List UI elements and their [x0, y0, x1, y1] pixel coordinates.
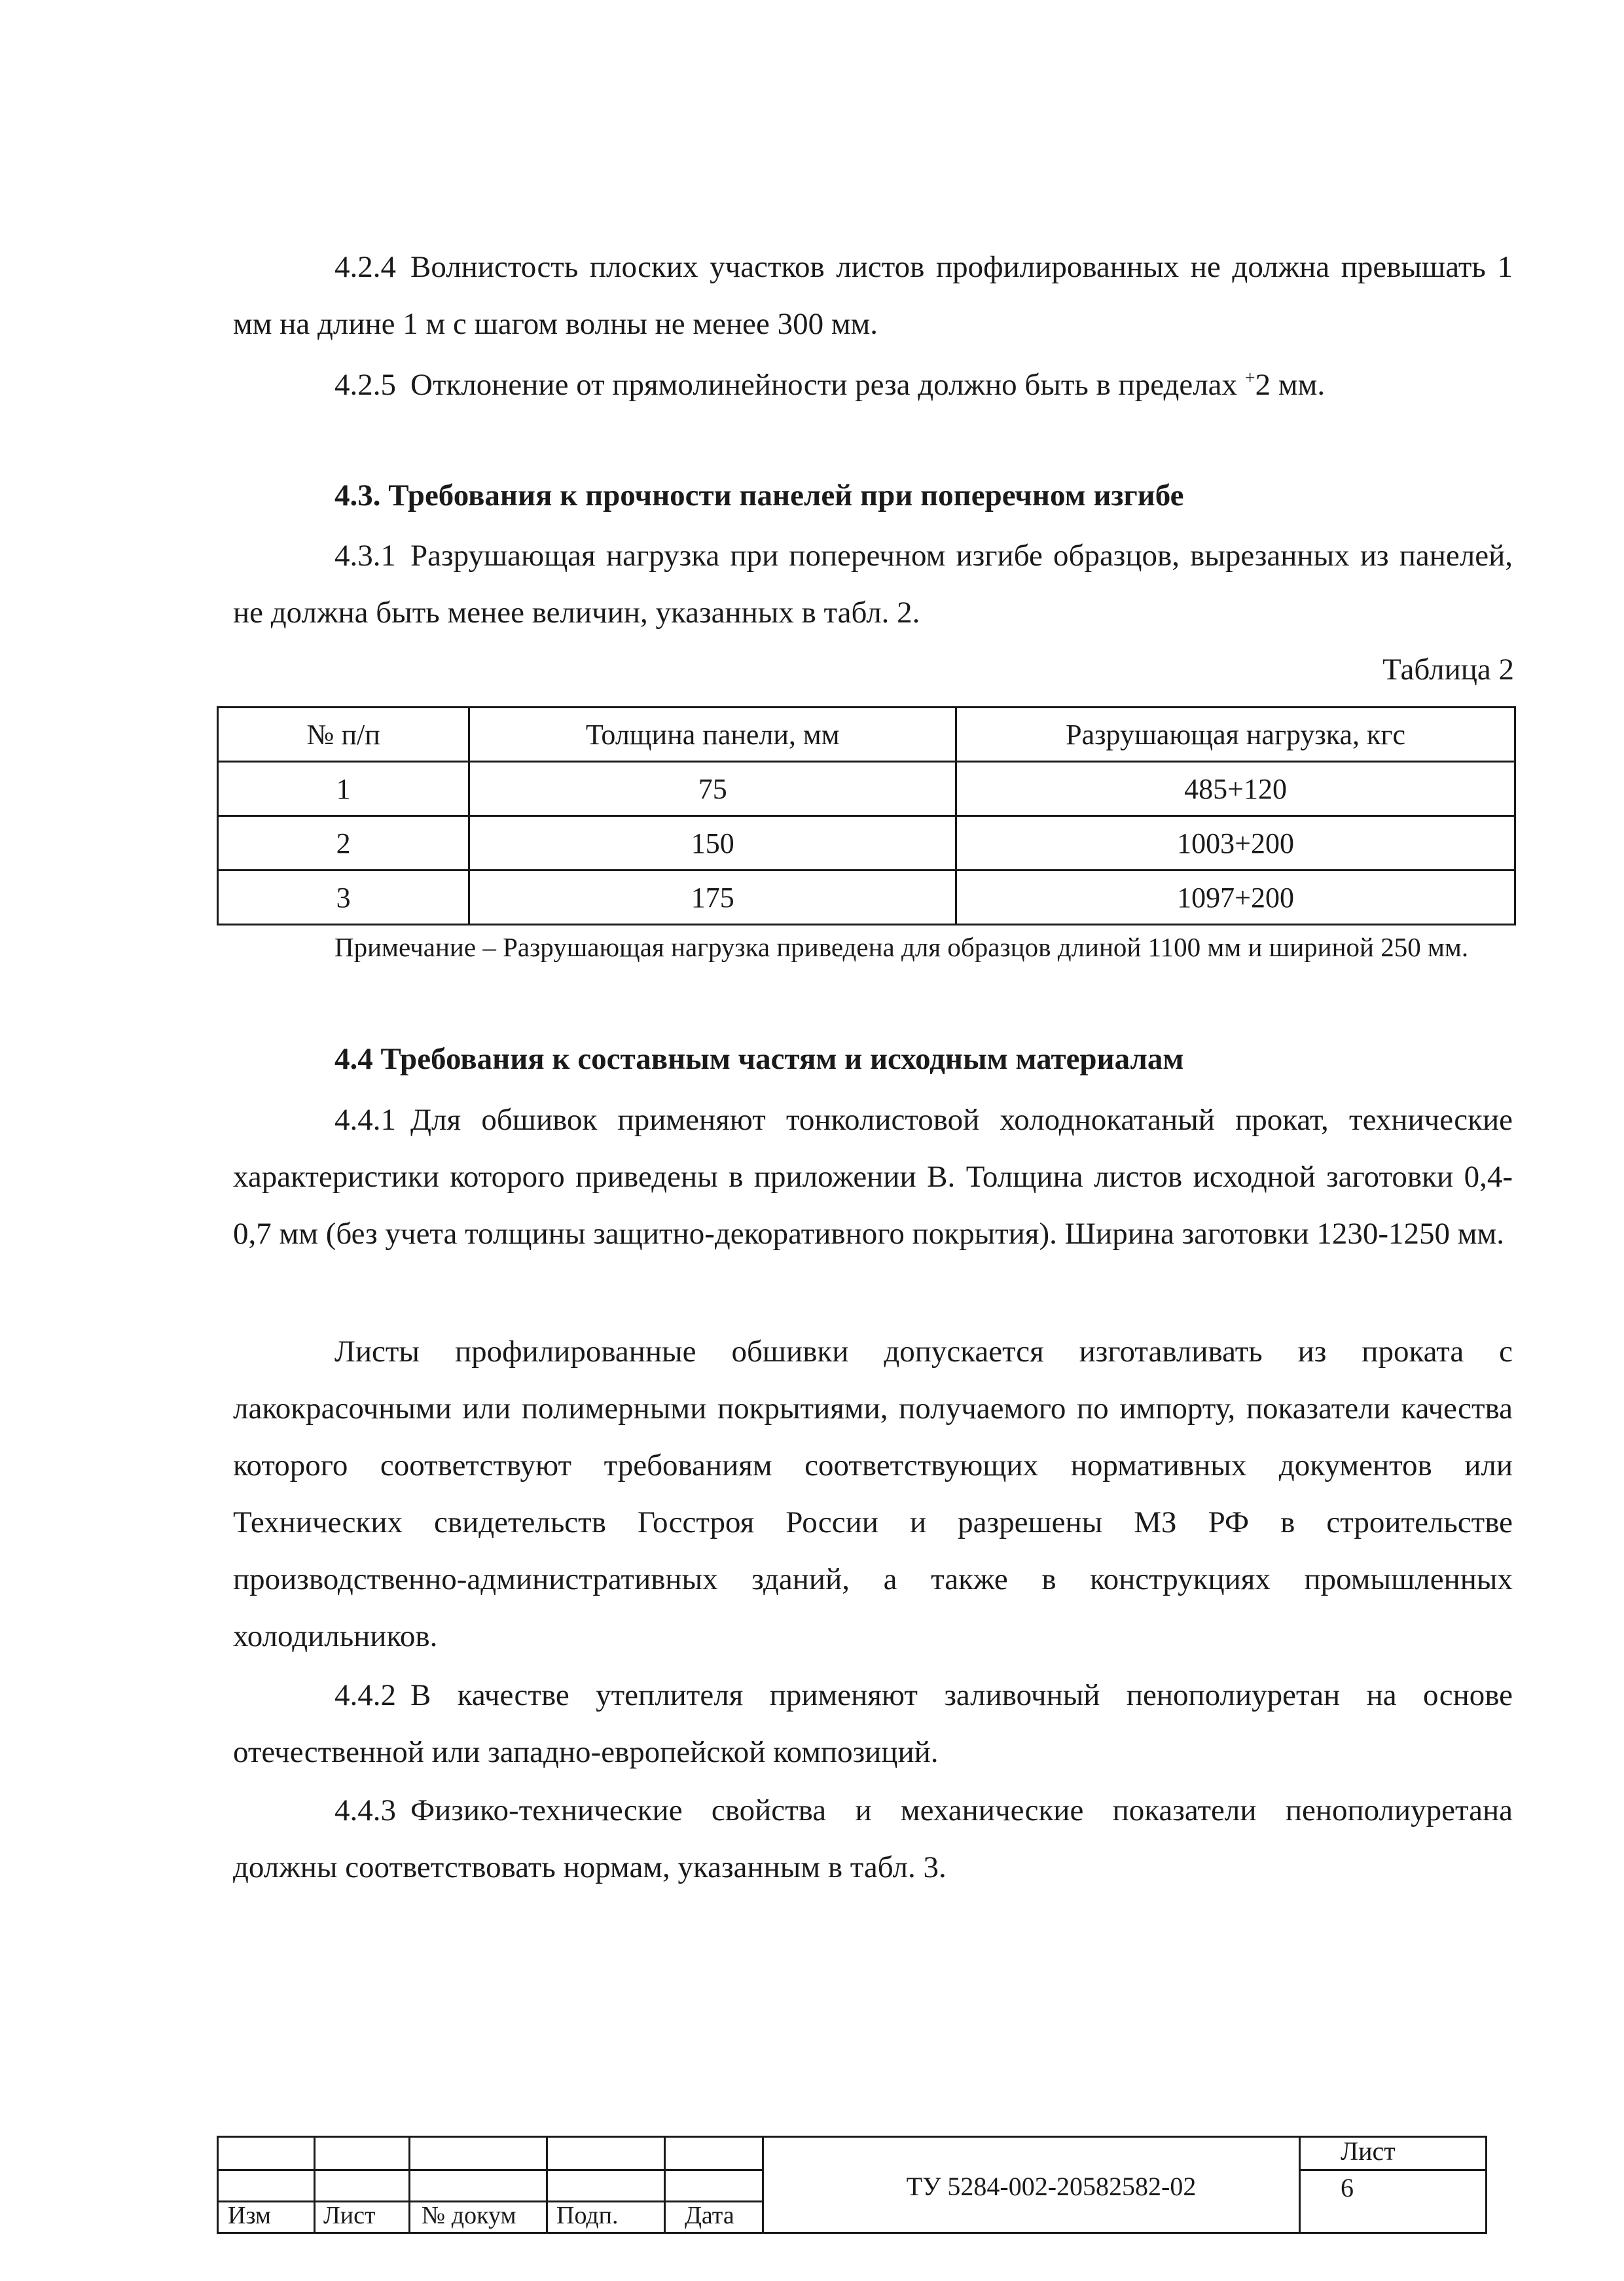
table-header-cell: № п/п [218, 708, 469, 762]
stamp-label-dokum: № докум [422, 2202, 516, 2229]
clause-4-4-1 [233, 1092, 1513, 1263]
table-cell: 3 [218, 871, 469, 925]
clause-4-4-3 [233, 1782, 1513, 1896]
clause-number: 4.2.4 [334, 250, 396, 284]
stamp-label-izm: Изм [228, 2202, 271, 2229]
stamp-label-list: Лист [323, 2202, 376, 2229]
table-cell: 1097+200 [956, 871, 1515, 925]
table-cell: 175 [469, 871, 956, 925]
table-caption: Таблица 2 [1382, 653, 1514, 687]
table-cell: 75 [469, 762, 956, 816]
section-heading-4-3: 4.3. Требования к прочности панелей при поперечном изгибе [334, 478, 1184, 512]
stamp-label-podp: Подп. [556, 2202, 619, 2229]
clause-4-3-1 [233, 528, 1513, 641]
table-cell: 485+120 [956, 762, 1515, 816]
clause-text: Для обшивок применяют тонколистовой холоднокатаный прокат, технические характеристики которого приведены в приложении В. Толщина листов исходной заготовки 0,4-0,7 мм (без учета толщины защитно-декоративного покрытия). Ширина заготовки 1230-1250 мм. [233, 1103, 1513, 1251]
table-row [218, 871, 1515, 925]
table-cell: 1003+200 [956, 816, 1515, 871]
clause-text-end: 2 мм. [1255, 368, 1326, 402]
table-cell: 1 [218, 762, 469, 816]
clause-text: Физико-технические свойства и механические показатели пенополиуретана должны соответствовать нормам, указанным в табл. 3. [233, 1793, 1513, 1884]
clause-text: Отклонение от прямолинейности реза должно быть в пределах [410, 368, 1245, 402]
clause-text: Разрушающая нагрузка при поперечном изгибе образцов, вырезанных из панелей, не должна быть менее величин, указанных в табл. 2. [233, 539, 1513, 630]
table-cell: 150 [469, 816, 956, 871]
clause-4-4-2 [233, 1667, 1513, 1781]
table-header-cell: Разрушающая нагрузка, кгс [956, 708, 1515, 762]
clause-4-2-5 [233, 357, 1513, 414]
clause-number: 4.2.5 [334, 368, 396, 402]
section-heading-4-4: 4.4 Требования к составным частям и исходным материалам [334, 1042, 1184, 1076]
clause-4-2-4 [233, 239, 1513, 353]
table-header-row [218, 708, 1515, 762]
clause-number: 4.4.2 [334, 1678, 396, 1712]
table-row [218, 762, 1515, 816]
document-code: ТУ 5284-002-20582582-02 [906, 2172, 1197, 2201]
clause-number: 4.4.3 [334, 1793, 396, 1827]
table-cell: 2 [218, 816, 469, 871]
clause-number: 4.4.1 [334, 1103, 396, 1137]
paragraph-profiled-sheets: Листы профилированные обшивки допускается изготавливать из проката с лакокрасочными или полимерными покрытиями, получаемого по импорту, показатели качества которого соответствуют требованиям соответствующих нормативных документов или Технических свидетельств Госстроя России и разрешены МЗ РФ в строительстве производственно-административных зданий, а также в конструкциях промышленных холодильников. [233, 1335, 1513, 1653]
stamp-label-data: Дата [685, 2202, 734, 2229]
sheet-number: 6 [1341, 2173, 1354, 2202]
table-2 [217, 706, 1516, 925]
table-note: Примечание – Разрушающая нагрузка приведена для образцов длиной 1100 мм и шириной 250 мм. [334, 932, 1469, 962]
plus-sign: + [1244, 368, 1255, 389]
clause-number: 4.3.1 [334, 539, 396, 573]
clause-text: Волнистость плоских участков листов профилированных не должна превышать 1 мм на длине 1 м с шагом волны не менее 300 мм. [233, 250, 1513, 341]
sheet-label: Лист [1341, 2136, 1396, 2166]
clause-text: В качестве утеплителя применяют заливочный пенополиуретан на основе отечественной или западно-европейской композиций. [233, 1678, 1513, 1769]
title-block [217, 2136, 1487, 2234]
table-row [218, 816, 1515, 871]
table-header-cell: Толщина панели, мм [469, 708, 956, 762]
